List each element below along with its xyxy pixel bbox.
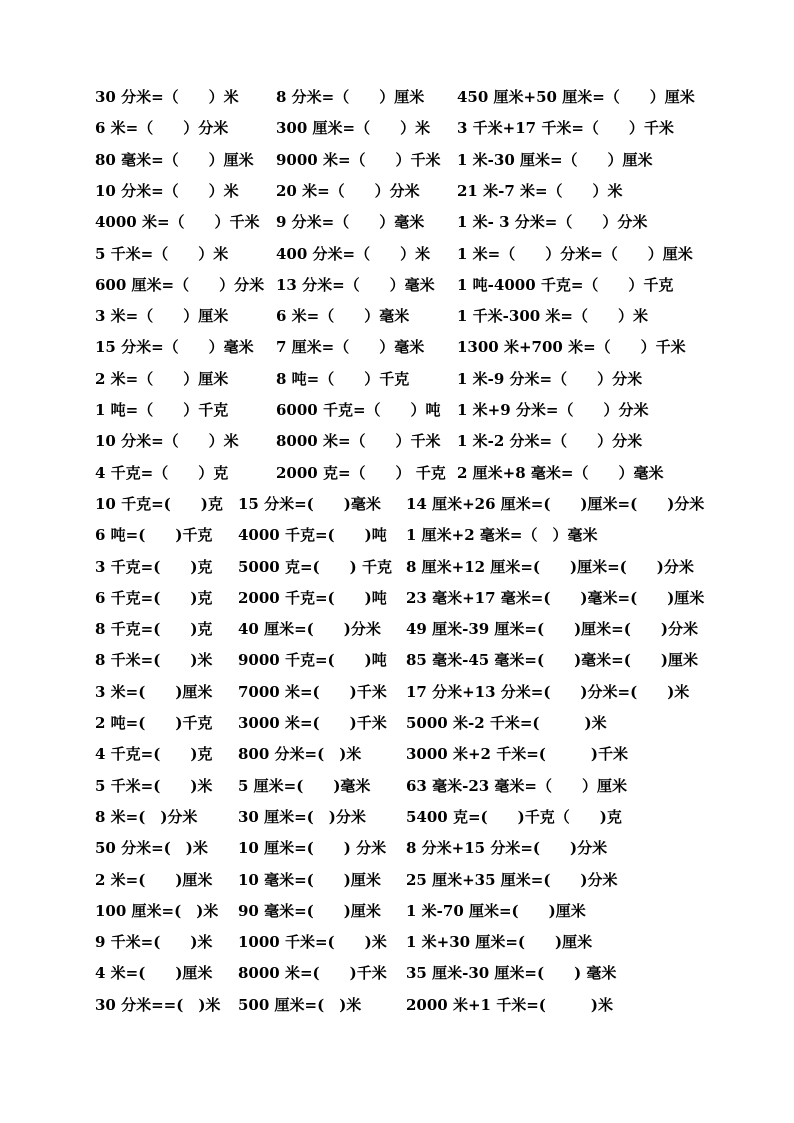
conversion-problem: 17 分米+13 分米=( )分米=( )米 [406, 682, 690, 701]
conversion-problem: 1 吨-4000 千克=（ ）千克 [457, 275, 674, 294]
conversion-problem: 8000 米=（ ）千米 [276, 432, 441, 451]
conversion-problem: 85 毫米-45 毫米=( )毫米=( )厘米 [406, 651, 698, 670]
conversion-problem: 5000 克=( ) 千克 [238, 557, 392, 576]
conversion-problem: 2 吨=( )千克 [95, 714, 213, 732]
exercise-row [0, 776, 794, 800]
conversion-problem: 50 分米=( )米 [95, 839, 208, 858]
conversion-problem: 7 厘米=（ ）毫米 [276, 338, 425, 357]
conversion-problem: 9 千米=( )米 [95, 933, 213, 952]
exercise-row [0, 995, 794, 1019]
conversion-problem: 40 厘米=( )分米 [238, 620, 381, 639]
exercise-row [0, 87, 794, 111]
conversion-problem: 5 厘米=( )毫米 [238, 776, 371, 795]
exercise-row [0, 118, 794, 142]
exercise-row [0, 557, 794, 581]
conversion-problem: 6000 千克=（ ）吨 [276, 401, 441, 419]
conversion-problem: 23 毫米+17 毫米=( )毫米=( )厘米 [406, 588, 705, 607]
conversion-problem: 90 毫米=( )厘米 [238, 901, 381, 920]
conversion-problem: 5 千米=（ ）米 [95, 244, 229, 263]
conversion-problem: 1300 米+700 米=（ ）千米 [457, 338, 686, 357]
conversion-problem: 13 分米=（ ）毫米 [276, 275, 435, 294]
exercise-row [0, 431, 794, 455]
conversion-problem: 7000 米=( )千米 [238, 682, 387, 701]
conversion-problem: 20 米=（ ）分米 [276, 181, 420, 200]
conversion-problem: 1 厘米+2 毫米=（ ）毫米 [406, 526, 598, 545]
conversion-problem: 3 米=( )厘米 [95, 682, 213, 701]
exercise-row [0, 713, 794, 737]
conversion-problem: 4000 米=（ ）千米 [95, 213, 260, 232]
exercise-row [0, 181, 794, 205]
conversion-problem: 2000 克=（ ） 千克 [276, 463, 446, 482]
conversion-problem: 9 分米=（ ）毫米 [276, 213, 425, 232]
conversion-problem: 6 米=（ ）分米 [95, 119, 229, 138]
exercise-row [0, 901, 794, 925]
conversion-problem: 1 吨=（ ）千克 [95, 401, 229, 419]
conversion-problem: 1 米=（ ）分米=（ ）厘米 [457, 244, 693, 263]
conversion-problem: 6 米=（ ）毫米 [276, 307, 410, 326]
conversion-problem: 8000 米=( )千米 [238, 964, 387, 983]
exercise-row [0, 306, 794, 330]
exercise-row [0, 494, 794, 518]
conversion-problem: 10 厘米=( ) 分米 [238, 839, 387, 858]
conversion-problem: 600 厘米=（ ）分米 [95, 275, 265, 294]
conversion-problem: 25 厘米+35 厘米=( )分米 [406, 870, 618, 889]
conversion-problem: 1 米-30 厘米=（ ）厘米 [457, 150, 653, 169]
conversion-problem: 30 厘米=( )分米 [238, 807, 366, 826]
conversion-problem: 15 分米=（ ）毫米 [95, 338, 254, 357]
conversion-problem: 6 吨=( )千克 [95, 526, 213, 545]
conversion-problem: 5000 米-2 千米=( )米 [406, 714, 607, 732]
conversion-problem: 80 毫米=（ ）厘米 [95, 150, 254, 169]
exercise-row [0, 963, 794, 987]
exercise-row [0, 744, 794, 768]
conversion-problem: 1 米-2 分米=（ ）分米 [457, 432, 643, 451]
conversion-problem: 10 千克=( )克 [95, 494, 223, 513]
exercise-row [0, 838, 794, 862]
exercise-row [0, 650, 794, 674]
conversion-problem: 14 厘米+26 厘米=( )厘米=( )分米 [406, 494, 705, 513]
conversion-problem: 300 厘米=（ ）米 [276, 119, 431, 138]
conversion-problem: 21 米-7 米=（ ）米 [457, 181, 623, 200]
conversion-problem: 8 千克=( )克 [95, 620, 213, 639]
conversion-problem: 8 千米=( )米 [95, 651, 213, 670]
exercise-row [0, 369, 794, 393]
conversion-problem: 8 分米+15 分米=( )分米 [406, 839, 608, 858]
exercise-row [0, 682, 794, 706]
conversion-problem: 8 吨=（ ）千克 [276, 369, 410, 388]
exercise-row [0, 588, 794, 612]
conversion-problem: 10 毫米=( )厘米 [238, 870, 381, 889]
conversion-problem: 1 米- 3 分米=（ ）分米 [457, 213, 648, 232]
conversion-problem: 2000 千克=( )吨 [238, 588, 387, 607]
conversion-problem: 450 厘米+50 厘米=（ ）厘米 [457, 88, 695, 106]
exercise-row [0, 337, 794, 361]
conversion-problem: 9000 千克=( )吨 [238, 651, 387, 670]
conversion-problem: 2 米=( )厘米 [95, 870, 213, 889]
conversion-problem: 3 千克=( )克 [95, 557, 213, 576]
exercise-row [0, 244, 794, 268]
conversion-problem: 5 千米=( )米 [95, 776, 213, 795]
exercise-row [0, 400, 794, 424]
conversion-problem: 8 分米=（ ）厘米 [276, 88, 425, 106]
conversion-problem: 9000 米=（ ）千米 [276, 150, 441, 169]
conversion-problem: 100 厘米=( )米 [95, 901, 219, 920]
conversion-problem: 4 千克=( )克 [95, 745, 213, 764]
conversion-problem: 1 米+9 分米=（ ）分米 [457, 401, 649, 419]
conversion-problem: 1 米-70 厘米=( )厘米 [406, 901, 586, 920]
conversion-problem: 2000 米+1 千米=( )米 [406, 995, 613, 1014]
conversion-problem: 800 分米=( )米 [238, 745, 362, 764]
conversion-problem: 3000 米=( )千米 [238, 714, 387, 732]
conversion-problem: 8 厘米+12 厘米=( )厘米=( )分米 [406, 557, 694, 576]
exercise-row [0, 463, 794, 487]
conversion-problem: 3000 米+2 千米=( )千米 [406, 745, 628, 764]
exercise-row [0, 932, 794, 956]
conversion-problem: 30 分米==( )米 [95, 995, 221, 1014]
exercise-row [0, 619, 794, 643]
conversion-problem: 3 米=（ ）厘米 [95, 307, 229, 326]
conversion-problem: 30 分米=（ ）米 [95, 88, 239, 106]
exercise-row [0, 870, 794, 894]
conversion-problem: 4 千克=（ ）克 [95, 463, 229, 482]
conversion-problem: 500 厘米=( )米 [238, 995, 362, 1014]
conversion-problem: 2 厘米+8 毫米=（ ）毫米 [457, 463, 664, 482]
conversion-problem: 1 千米-300 米=（ ）米 [457, 307, 648, 326]
conversion-problem: 4 米=( )厘米 [95, 964, 213, 983]
conversion-problem: 8 米=( )分米 [95, 807, 198, 826]
exercise-row [0, 525, 794, 549]
conversion-problem: 35 厘米-30 厘米=( ) 毫米 [406, 964, 617, 983]
conversion-problem: 400 分米=（ ）米 [276, 244, 431, 263]
conversion-problem: 49 厘米-39 厘米=( )厘米=( )分米 [406, 620, 698, 639]
exercise-row [0, 212, 794, 236]
conversion-problem: 6 千克=( )克 [95, 588, 213, 607]
conversion-problem: 10 分米=（ ）米 [95, 181, 239, 200]
conversion-problem: 15 分米=( )毫米 [238, 494, 381, 513]
conversion-problem: 4000 千克=( )吨 [238, 526, 387, 545]
conversion-problem: 1 米-9 分米=（ ）分米 [457, 369, 643, 388]
conversion-problem: 1000 千米=( )米 [238, 933, 387, 952]
exercise-row [0, 150, 794, 174]
exercise-row [0, 807, 794, 831]
exercise-row [0, 275, 794, 299]
conversion-problem: 63 毫米-23 毫米=（ ）厘米 [406, 776, 627, 795]
conversion-problem: 1 米+30 厘米=( )厘米 [406, 933, 593, 952]
conversion-problem: 3 千米+17 千米=（ ）千米 [457, 119, 674, 138]
conversion-problem: 5400 克=( )千克（ )克 [406, 807, 622, 826]
conversion-problem: 2 米=（ ）厘米 [95, 369, 229, 388]
conversion-problem: 10 分米=（ ）米 [95, 432, 239, 451]
